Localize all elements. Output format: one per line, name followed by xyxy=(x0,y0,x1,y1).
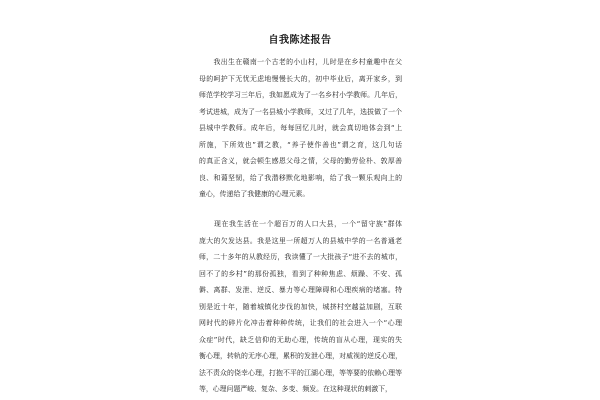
text-line: 母的呵护下无忧无虑地慢慢长大的，初中毕业后，离开家乡，到 xyxy=(199,74,402,83)
text-line: 良、和蔼坚韧，给了我潜移默化地影响，给了我一颗乐观向上的 xyxy=(199,173,402,182)
text-line: 童心，传递给了我健康的心理元素。 xyxy=(199,190,310,198)
text-line: 僻、离群、发泄、逆反、暴力等心理障碍和心理疾病的堵塞。特 xyxy=(199,286,402,294)
text-line: 现在我生活在一个超百万的人口大县，一个“留守族”群体 xyxy=(199,220,402,228)
text-line: 县城中学教师。成年后，每每回忆儿时，就会真切地体会到“上 xyxy=(199,124,402,132)
text-line: 回不了的乡村”的那份孤独，看到了种种焦虑、烦躁、不安、孤 xyxy=(199,269,402,278)
paragraph-1 xyxy=(199,54,402,203)
text-line: 考试进城，成为了一名县城小学教师，又过了几年，选拔做了一个 xyxy=(199,107,402,116)
text-line: 等，心理问题严峻、复杂、多变、频发。在这种现状的刺激下， xyxy=(199,385,392,393)
text-line: 网时代的碎片化冲击着种种传统，让我们的社会进入一个“心理 xyxy=(199,319,402,327)
text-line: 庞大的欠发达县。我是这里一所超万人的县城中学的一名普通老 xyxy=(199,236,402,245)
paragraph-2-text xyxy=(199,216,402,398)
paragraph-1-text xyxy=(199,54,402,203)
text-line: 众症”时代，缺乏信仰的无助心理，传统的盲从心理，现实的失 xyxy=(199,335,402,344)
text-line: 衡心理，转轨的无序心理，累积的发泄心理，对威视的逆反心理， xyxy=(199,352,402,360)
text-line: 所施，下所效也”谓之教，“养子使作善也”谓之育，这几句话 xyxy=(199,140,402,149)
document-title: 自我陈述报告 xyxy=(268,35,332,46)
text-line: 法不责众的侥幸心理，打抱不平的江湖心理，等等要的依赖心理等 xyxy=(199,368,402,377)
text-line: 师范学校学习三年后，我如愿成为了一名乡村小学教师。几年后， xyxy=(199,91,402,99)
text-line: 别是近十年，随着城镇化步伐的加快，城挤村空越益加剧，互联 xyxy=(199,302,402,311)
text-line: 师，二十多年的从教经历，我读懂了一大批孩子“进不去的城市， xyxy=(199,253,402,261)
text-line: 的真正含义，就会顿生感恩父母之情，父母的勤劳俭朴、敦厚善 xyxy=(199,157,402,165)
text-line: 我出生在赣南一个古老的小山村，儿时是在乡村童趣中在父 xyxy=(199,58,402,66)
paragraph-2 xyxy=(199,216,402,398)
